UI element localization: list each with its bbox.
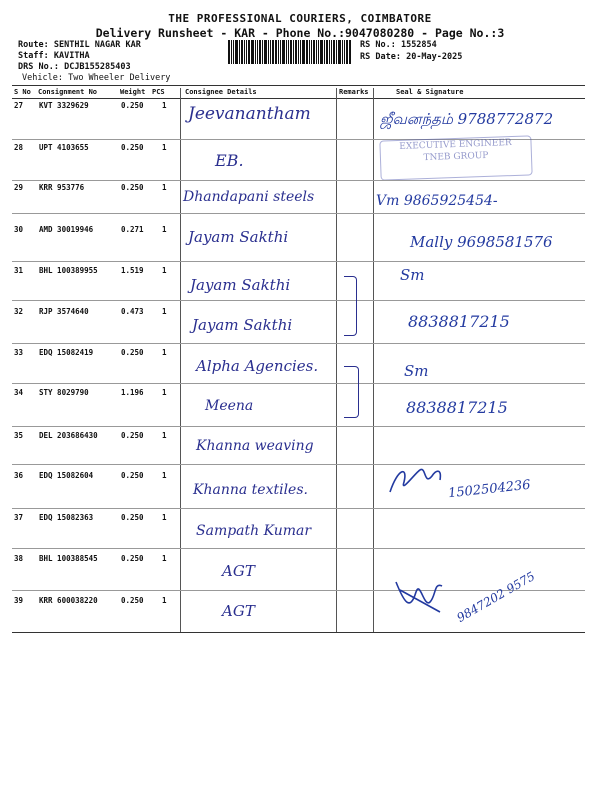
barcode-bar [231, 40, 232, 64]
row-sno: 31 [14, 266, 24, 275]
row-weight: 0.271 [121, 225, 144, 234]
barcode-bar [264, 40, 267, 64]
barcode-bar [311, 40, 312, 64]
row-consignment: STY 8029790 [39, 388, 89, 397]
signature-scribble [386, 462, 446, 498]
row-consignment: EDQ 15082363 [39, 513, 94, 522]
row-divider [12, 426, 585, 427]
company-name: THE PROFESSIONAL COURIERS, COIMBATORE [168, 12, 432, 25]
row-pcs: 1 [162, 101, 167, 110]
rs-date-label: RS Date: [360, 52, 401, 62]
barcode-bar [333, 40, 335, 64]
row-consignee: Sampath Kumar [196, 523, 312, 539]
row-weight: 0.250 [121, 513, 144, 522]
row-divider [12, 213, 585, 214]
barcode-bar [280, 40, 281, 64]
route-value: SENTHIL NAGAR KAR [53, 40, 141, 50]
drs-label: DRS No.: [18, 62, 59, 72]
row-weight: 1.196 [121, 388, 144, 397]
row-weight: 0.473 [121, 307, 144, 316]
barcode-bar [275, 40, 277, 64]
row-signature: Mally 9698581576 [410, 233, 553, 251]
row-consignee: Jayam Sakthi [192, 316, 293, 334]
row-divider [12, 343, 585, 344]
row-consignment: EDQ 15082604 [39, 471, 94, 480]
row-pcs: 1 [162, 183, 167, 192]
rs-no-line [360, 40, 437, 50]
row-weight: 0.250 [121, 471, 144, 480]
barcode-bar [349, 40, 351, 64]
stamp-line-2: TNEB GROUP [423, 150, 489, 164]
barcode-bar [309, 40, 310, 64]
barcode-bar [336, 40, 337, 64]
barcode-bar [313, 40, 315, 64]
barcode-bar [306, 40, 308, 64]
barcode-bar [290, 40, 292, 64]
barcode-bar [235, 40, 238, 64]
rs-no-value: 1552854 [400, 40, 437, 50]
table-bottom-rule [12, 632, 585, 633]
row-consignee: Khanna textiles. [193, 482, 308, 498]
barcode-bar [316, 40, 317, 64]
row-signature: 8838817215 [406, 398, 508, 417]
row-divider [12, 300, 585, 301]
barcode-bar [248, 40, 250, 64]
row-sno: 30 [14, 225, 24, 234]
barcode-bar [293, 40, 294, 64]
row-signature: 8838817215 [408, 312, 510, 331]
row-weight: 0.250 [121, 143, 144, 152]
barcode-bar [255, 40, 256, 64]
col-weight: Weight [120, 88, 146, 96]
barcode-bar [302, 40, 305, 64]
consignee-column-divider [180, 88, 181, 633]
barcode-bar [262, 40, 263, 64]
barcode-bar [342, 40, 343, 64]
signature-scribble [390, 572, 450, 618]
row-consignment: AMD 30019946 [39, 225, 94, 234]
row-signature: Vm 9865925454- [376, 193, 498, 209]
barcode-bar [282, 40, 285, 64]
stamp-line-1: EXECUTIVE ENGINEER [399, 138, 512, 152]
row-consignment: KVT 3329629 [39, 101, 89, 110]
barcode-bar [268, 40, 269, 64]
drs-line [18, 62, 131, 72]
row-consignee: Alpha Agencies. [196, 357, 319, 375]
row-divider [12, 180, 585, 181]
remarks-column-divider [336, 88, 337, 633]
barcode-bar [346, 40, 348, 64]
barcode-bar [286, 40, 287, 64]
barcode-bar [329, 40, 330, 64]
row-sno: 35 [14, 431, 24, 440]
row-sno: 28 [14, 143, 24, 152]
row-divider [12, 383, 585, 384]
col-consignment: Consignment No [38, 88, 98, 96]
route-line [18, 40, 141, 50]
row-divider [12, 464, 585, 465]
row-sno: 36 [14, 471, 24, 480]
row-weight: 0.250 [121, 554, 144, 563]
row-consignee: AGT [222, 602, 255, 620]
row-signature: 1502504236 [447, 477, 532, 502]
route-label: Route: [18, 40, 49, 50]
barcode-bar [318, 40, 319, 64]
row-pcs: 1 [162, 348, 167, 357]
barcode-bar [241, 40, 243, 64]
row-pcs: 1 [162, 225, 167, 234]
col-pcs: PCS [152, 88, 165, 96]
vehicle-value: Two Wheeler Delivery [68, 73, 171, 83]
row-weight: 0.250 [121, 596, 144, 605]
office-stamp [379, 135, 532, 180]
col-sno: S No [14, 88, 31, 96]
row-signature: 9847202 9575 [454, 568, 538, 626]
row-consignee: AGT [222, 562, 255, 580]
row-signature: ஜீவனந்தம் 9788772872 [380, 110, 554, 128]
row-pcs: 1 [162, 471, 167, 480]
barcode-bar [331, 40, 332, 64]
row-consignment: EDQ 15082419 [39, 348, 94, 357]
barcode-bar [246, 40, 247, 64]
rs-date-line [360, 52, 462, 62]
row-consignment: KRR 953776 [39, 183, 85, 192]
row-consignee: Khanna weaving [196, 438, 314, 454]
barcode-bar [324, 40, 325, 64]
barcode-bar [233, 40, 234, 64]
row-weight: 0.250 [121, 431, 144, 440]
row-consignment: DEL 203686430 [39, 431, 98, 440]
bracket-mark [344, 276, 357, 336]
row-signature: Sm [400, 266, 425, 284]
barcode-bar [320, 40, 323, 64]
barcode-bar [295, 40, 297, 64]
runsheet-title: Delivery Runsheet - KAR - Phone No.:9047080280 - Page No.:3 [95, 26, 505, 40]
barcode-bar [298, 40, 299, 64]
barcode-bar [239, 40, 240, 64]
row-weight: 1.519 [121, 266, 144, 275]
barcode-bar [344, 40, 345, 64]
row-weight: 0.250 [121, 348, 144, 357]
row-pcs: 1 [162, 554, 167, 563]
staff-value: KAVITHA [53, 51, 90, 61]
staff-line [18, 51, 90, 61]
col-seal: Seal & Signature [396, 88, 464, 96]
row-consignee: Jayam Sakthi [190, 276, 291, 294]
table-top-rule [12, 85, 585, 86]
row-pcs: 1 [162, 596, 167, 605]
row-pcs: 1 [162, 143, 167, 152]
vehicle-line [22, 73, 170, 83]
row-sno: 39 [14, 596, 24, 605]
row-sno: 34 [14, 388, 24, 397]
col-consignee: Consignee Details [185, 88, 257, 96]
row-consignment: BHL 100389955 [39, 266, 98, 275]
barcode-bar [338, 40, 341, 64]
row-sno: 32 [14, 307, 24, 316]
row-divider [12, 261, 585, 262]
barcode-bar [288, 40, 289, 64]
row-sno: 29 [14, 183, 24, 192]
row-consignee: Dhandapani steels [183, 189, 315, 205]
row-divider [12, 548, 585, 549]
row-divider [12, 508, 585, 509]
row-sno: 38 [14, 554, 24, 563]
barcode-bar [257, 40, 258, 64]
row-consignment: BHL 100388545 [39, 554, 98, 563]
row-consignee: EB. [215, 151, 244, 170]
barcode-bar [228, 40, 230, 64]
seal-column-divider [373, 88, 374, 633]
rs-no-label: RS No.: [360, 40, 396, 50]
drs-value: DCJB155285403 [64, 62, 131, 72]
row-pcs: 1 [162, 431, 167, 440]
barcode-bar [244, 40, 245, 64]
row-sno: 37 [14, 513, 24, 522]
barcode-bar [251, 40, 254, 64]
barcode-bar [278, 40, 279, 64]
row-consignment: KRR 600038220 [39, 596, 98, 605]
row-weight: 0.250 [121, 183, 144, 192]
row-consignment: UPT 4103655 [39, 143, 89, 152]
barcode-bar [326, 40, 328, 64]
col-remarks: Remarks [339, 88, 369, 96]
rs-date-value: 20-May-2025 [406, 52, 463, 62]
row-weight: 0.250 [121, 101, 144, 110]
row-pcs: 1 [162, 513, 167, 522]
row-consignee: Meena [205, 398, 254, 414]
row-pcs: 1 [162, 307, 167, 316]
barcode-bar [270, 40, 271, 64]
bracket-mark [344, 366, 359, 418]
barcode-bar [272, 40, 274, 64]
row-signature: Sm [404, 362, 429, 380]
barcode-bar [259, 40, 261, 64]
barcode-bar [300, 40, 301, 64]
row-sno: 27 [14, 101, 24, 110]
barcode [228, 40, 352, 64]
row-pcs: 1 [162, 388, 167, 397]
table-header-rule [12, 98, 585, 99]
row-consignee: Jayam Sakthi [188, 228, 289, 246]
row-consignment: RJP 3574640 [39, 307, 89, 316]
row-sno: 33 [14, 348, 24, 357]
staff-label: Staff: [18, 51, 49, 61]
vehicle-label: Vehicle: [22, 73, 63, 83]
row-pcs: 1 [162, 266, 167, 275]
row-consignee: Jeevanantham [188, 104, 311, 124]
